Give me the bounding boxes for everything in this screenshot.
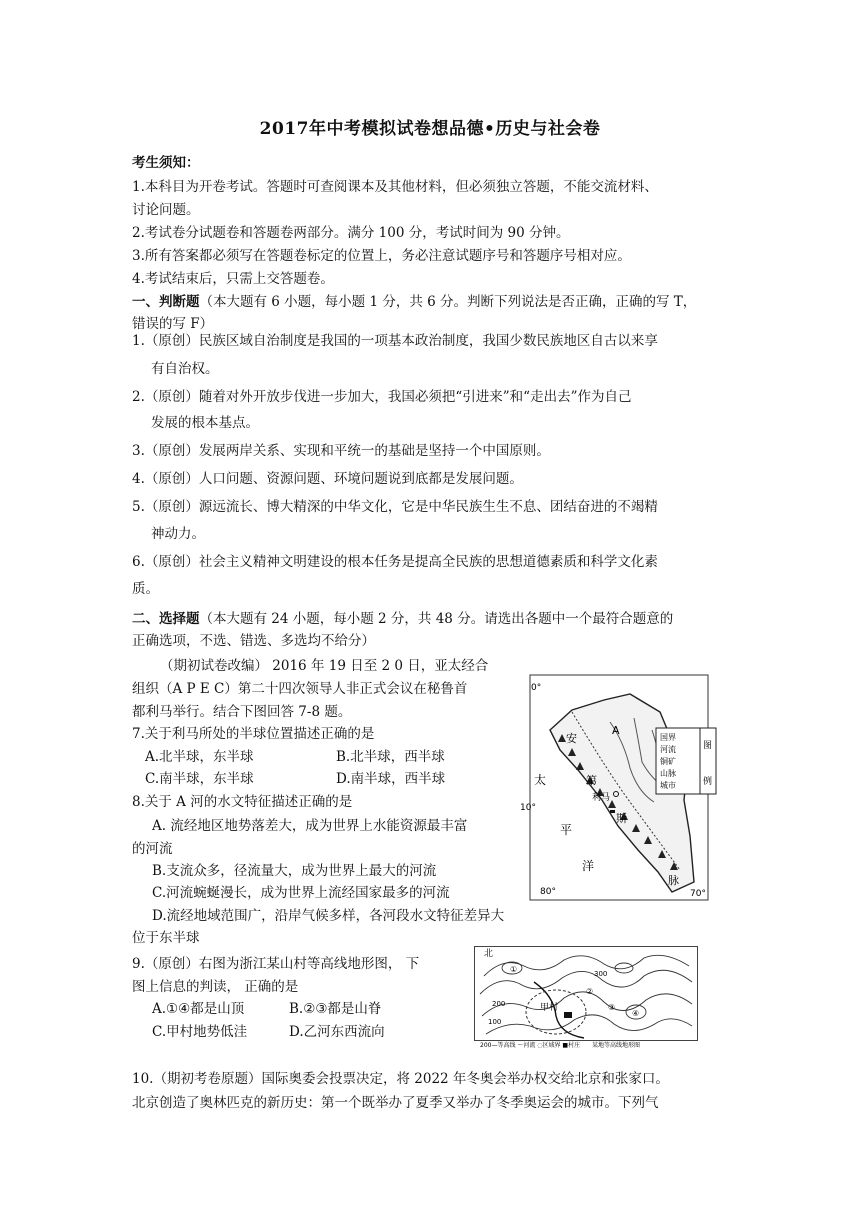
map-legend — [656, 728, 716, 794]
option-8b: B.支流众多，径流量大，成为世界上最大的河流 — [152, 863, 437, 879]
legend-item: 国界 — [660, 733, 676, 742]
andes-char: 脉 — [668, 874, 679, 887]
notice-item: 2.考试卷分试题卷和答题卷两部分。满分 100 分，考试时间为 90 分钟。 — [132, 225, 570, 241]
ocean-label: 平 — [560, 823, 573, 837]
question-10-cont: 北京创造了奥林匹克的新历史：第一个既举办了夏季又举办了冬季奥运会的城市。下列气 — [132, 1095, 659, 1111]
village-label: 甲村 — [540, 1003, 559, 1013]
question-6-cont: 质。 — [132, 581, 159, 597]
question-1: 1.（原创）民族区域自治制度是我国的一项基本政治制度，我国少数民族地区自古以来享 — [132, 333, 658, 349]
marker-1: ① — [510, 965, 518, 974]
copper-mine — [610, 810, 615, 813]
ocean-label: 太 — [534, 773, 547, 787]
ocean-label: 洋 — [582, 859, 595, 873]
contour-value: 100 — [488, 1018, 502, 1026]
question-2-cont: 发展的根本基点。 — [151, 415, 259, 431]
question-5: 5.（原创）源远流长、博大精深的中华文化，它是中华民族生生不息、团结奋进的不竭精 — [132, 499, 658, 515]
material-intro: 组织（A P E C）第二十四次领导人非正式会议在秘鲁首 — [132, 681, 468, 697]
legend-item: 山脉 — [660, 769, 676, 778]
lat-label: 80° — [540, 887, 556, 897]
notice-heading: 考生须知： — [132, 155, 200, 171]
section2-desc2: 正确选项，不选、错选、多选均不给分） — [132, 633, 375, 649]
andes-char: 斯 — [616, 812, 627, 825]
option-8a: A. 流经地区地势落差大，成为世界上水能资源最丰富 — [152, 818, 468, 834]
option-8d-cont: 位于东半球 — [132, 930, 200, 946]
question-9-cont: 图上信息的判读， 正确的是 — [132, 979, 299, 995]
legend-title: 例 — [703, 777, 713, 787]
north-label: 北 — [484, 949, 494, 959]
question-7: 7.关于利马所处的半球位置描述正确的是 — [132, 726, 375, 742]
river-a-label: A — [612, 724, 620, 737]
village-marker — [564, 1012, 572, 1018]
contour-legend: 200—等高线 ～河流 ◌区域界 ■村庄 — [480, 1042, 581, 1049]
question-6: 6.（原创）社会主义精神文明建设的根本任务是提高全民族的思想道德素质和科学文化素 — [132, 554, 658, 570]
section1-desc2: 错误的写 F） — [132, 316, 214, 332]
section1-heading: 一、判断题 — [132, 294, 200, 310]
material-intro: （期初试卷改编） 2016 年 19 日至 2 0 日，亚太经合 — [160, 658, 489, 674]
option-8d: D.流经地域范围广，沿岸气候多样，各河段水文特征差异大 — [152, 908, 505, 924]
lon-label: 70° — [690, 889, 706, 899]
question-5-cont: 神动力。 — [151, 526, 205, 542]
question-4: 4.（原创）人口问题、资源问题、环境问题说到底都是发展问题。 — [132, 471, 523, 487]
option-7a: A.北半球，东半球 — [145, 749, 254, 765]
contour-value: 200 — [492, 1000, 506, 1008]
option-9d: D.乙河东西流向 — [289, 1024, 385, 1040]
question-2: 2.（原创）随着对外开放步伐进一步加大，我国必须把“引进来”和“走出去”作为自己 — [132, 389, 632, 405]
lima-label: 利马 — [592, 793, 611, 803]
question-10: 10.（期初考卷原题）国际奥委会投票决定，将 2022 年冬奥会举办权交给北京和张家口。 — [132, 1071, 669, 1087]
legend-item: 铜矿 — [660, 757, 676, 766]
notice-item: 4.考试结束后，只需上交答题卷。 — [132, 271, 334, 287]
contour-map-figure — [474, 946, 698, 1050]
section1-header — [132, 293, 696, 311]
section2-desc: （本大题有 24 小题，每小题 2 分，共 48 分。请选出各题中一个最符合题意的 — [199, 611, 674, 627]
option-9c: C.甲村地势低洼 — [152, 1024, 248, 1040]
question-9: 9.（原创）右图为浙江某山村等高线地形图， 下 — [132, 956, 420, 972]
notice-item: 3.所有答案都必须写在答题卷标定的位置上，务必注意试题序号和答题序号相对应。 — [132, 248, 631, 264]
legend-item: 城市 — [660, 781, 676, 790]
notice-item: 讨论问题。 — [132, 202, 200, 218]
contour-value: 300 — [594, 970, 608, 978]
lat-label: 0° — [531, 683, 542, 693]
contour-caption: 某地等高线地形图 — [592, 1042, 641, 1049]
option-7c: C.南半球，东半球 — [145, 771, 254, 787]
andes-char: 安 — [566, 732, 577, 745]
andes-char: 第 — [586, 774, 597, 787]
peru-map-figure — [512, 672, 717, 907]
option-7d: D.南半球，西半球 — [336, 771, 446, 787]
material-intro: 都利马举行。结合下图回答 7-8 题。 — [132, 704, 352, 720]
marker-4: ④ — [632, 1009, 640, 1018]
section2-header — [132, 610, 673, 628]
legend-title: 图 — [703, 741, 713, 751]
section1-desc: （本大题有 6 小题，每小题 1 分，共 6 分。判断下列说法是否正确，正确的写 T， — [199, 294, 697, 310]
question-1-cont: 有自治权。 — [151, 361, 219, 377]
legend-item: 河流 — [660, 745, 676, 754]
page-title: 2017年中考模拟试卷想品德•历史与社会卷 — [259, 119, 601, 139]
option-9b: B.②③都是山脊 — [289, 1001, 382, 1017]
option-8c: C.河流蜿蜒漫长，成为世界上流经国家最多的河流 — [152, 885, 450, 901]
marker-2: ② — [586, 987, 594, 996]
option-9a: A.①④都是山顶 — [152, 1001, 245, 1017]
marker-3: ③ — [608, 1003, 616, 1012]
lat-label: 10° — [520, 803, 536, 813]
option-8a-cont: 的河流 — [132, 841, 173, 857]
option-7b: B.北半球，西半球 — [336, 749, 445, 765]
question-3: 3.（原创）发展两岸关系、实现和平统一的基础是坚持一个中国原则。 — [132, 443, 550, 459]
question-8: 8.关于 A 河的水文特征描述正确的是 — [132, 794, 353, 810]
notice-item: 1.本科目为开卷考试。答题时可查阅课本及其他材料，但必须独立答题，不能交流材料、 — [132, 179, 658, 195]
section2-heading: 二、选择题 — [132, 611, 200, 627]
